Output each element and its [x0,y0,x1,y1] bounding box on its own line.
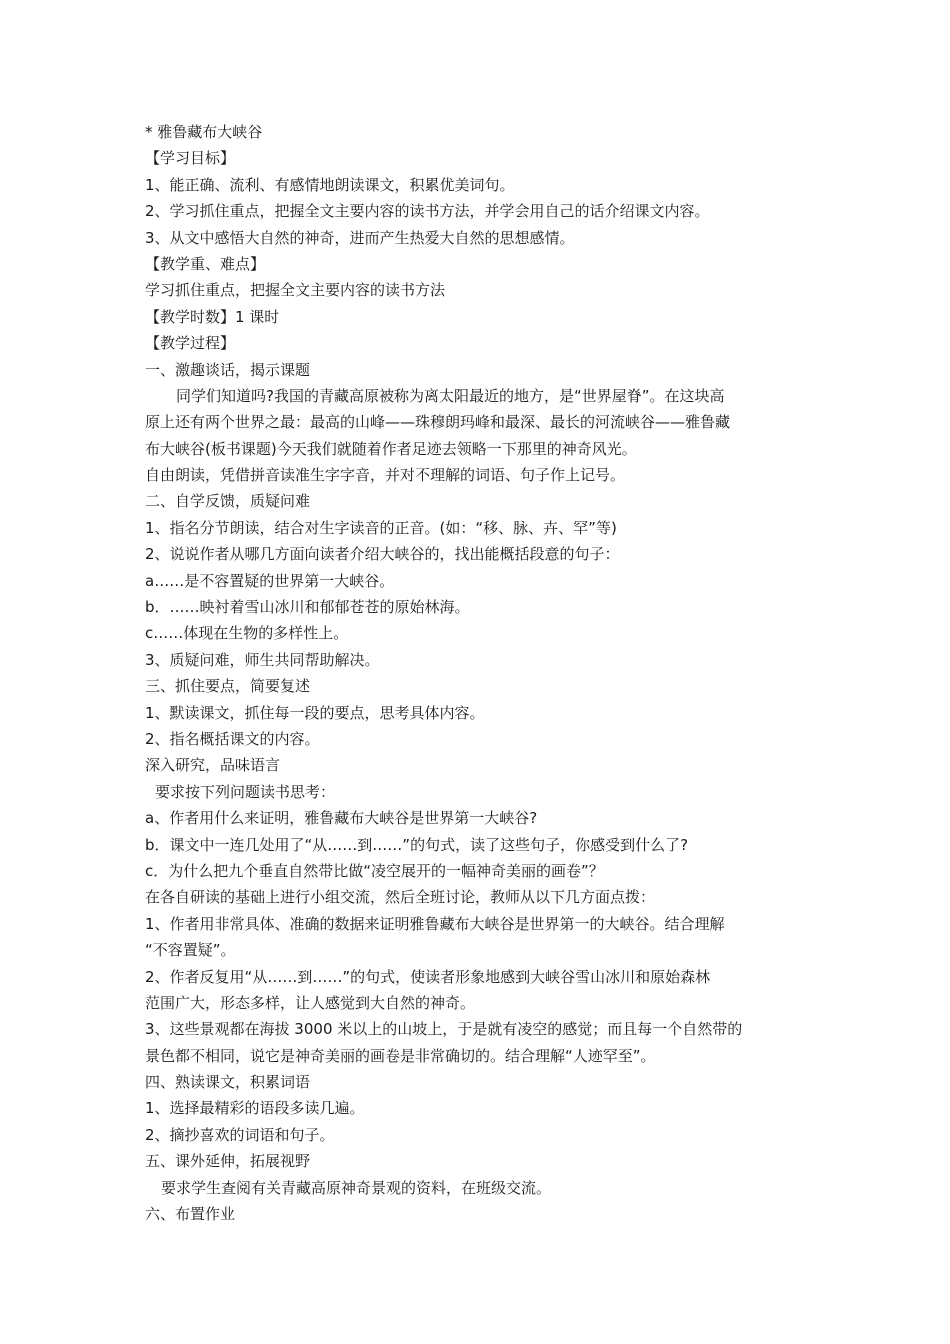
list-item: 2、摘抄喜欢的词语和句子。 [145,1125,335,1144]
question-item: c．为什么把九个垂直自然带比做“凌空展开的一幅神奇美丽的画卷”？ [145,861,604,880]
document-page [145,119,805,1227]
list-item: 2、说说作者从哪几方面向读者介绍大峡谷的，找出能概括段意的句子： [145,545,620,564]
list-item: 1、作者用非常具体、准确的数据来证明雅鲁藏布大峡谷是世界第一的大峡谷。结合理解 [145,914,725,933]
subheading: 深入研究，品味语言 [145,756,281,775]
key-points-text: 学习抓住重点，把握全文主要内容的读书方法 [145,281,446,300]
section-heading-goals: 【学习目标】 [145,149,236,168]
list-item-continuation: 景色都不相同，说它是神奇美丽的画卷是非常确切的。结合理解“人迹罕至”。 [145,1046,656,1065]
paragraph-line: 自由朗读，凭借拼音读准生字字音，并对不理解的词语、句子作上记号。 [145,466,626,485]
list-item: 3、质疑问难，师生共同帮助解决。 [145,650,380,669]
step-heading-4: 四、熟读课文，积累词语 [145,1073,311,1092]
paragraph-line: 布大峡谷(板书课题)今天我们就随着作者足迹去领略一下那里的神奇风光。 [145,439,637,458]
paragraph-line: 同学们知道吗?我国的青藏高原被称为离太阳最近的地方，是“世界屋脊”。在这块高 [176,386,725,405]
list-item-continuation: “不容置疑”。 [145,941,236,960]
section-heading-key-points: 【教学重、难点】 [145,254,266,273]
list-item: 1、默读课文，抓住每一段的要点，思考具体内容。 [145,703,485,722]
list-item: c……体现在生物的多样性上。 [145,624,349,643]
step-heading-2: 二、自学反馈，质疑问难 [145,492,311,511]
list-item: 2、指名概括课文的内容。 [145,729,320,748]
lesson-title: * 雅鲁藏布大峡谷 [145,123,263,141]
section-heading-hours: 【教学时数】1 课时 [145,307,280,326]
step-heading-3: 三、抓住要点，简要复述 [145,677,311,696]
list-item-continuation: 范围广大，形态多样，让人感觉到大自然的神奇。 [145,993,476,1012]
step-heading-6: 六、布置作业 [145,1205,236,1224]
list-item: a……是不容置疑的世界第一大峡谷。 [145,571,395,590]
list-item: b．……映衬着雪山冰川和郁郁苍苍的原始林海。 [145,598,470,617]
step-heading-1: 一、激趣谈话，揭示课题 [145,360,311,379]
goal-item: 1、能正确、流利、有感情地朗读课文，积累优美词句。 [145,175,515,194]
list-item: 2、作者反复用“从……到……”的句式，使读者形象地感到大峡谷雪山冰川和原始森林 [145,967,711,986]
paragraph-line: 要求学生查阅有关青藏高原神奇景观的资料，在班级交流。 [161,1178,552,1197]
paragraph-line: 在各自研读的基础上进行小组交流，然后全班讨论，教师从以下几方面点拨： [145,888,656,907]
goal-item: 3、从文中感悟大自然的神奇，进而产生热爱大自然的思想感情。 [145,228,575,247]
paragraph-line: 要求按下列问题读书思考： [155,782,336,801]
goal-item: 2、学习抓住重点，把握全文主要内容的读书方法，并学会用自己的话介绍课文内容。 [145,202,710,221]
question-item: b．课文中一连几处用了“从……到……”的句式，读了这些句子，你感受到什么了? [145,835,689,854]
section-heading-process: 【教学过程】 [145,334,236,353]
question-item: a、作者用什么来证明，雅鲁藏布大峡谷是世界第一大峡谷? [145,809,538,828]
list-item: 1、选择最精彩的语段多读几遍。 [145,1099,365,1118]
paragraph-line: 原上还有两个世界之最：最高的山峰——珠穆朗玛峰和最深、最长的河流峡谷——雅鲁藏 [145,413,731,432]
step-heading-5: 五、课外延伸，拓展视野 [145,1152,311,1171]
list-item: 3、这些景观都在海拔 3000 米以上的山坡上，于是就有凌空的感觉；而且每一个自然带的 [145,1020,743,1039]
list-item: 1、指名分节朗读，结合对生字读音的正音。(如：“移、脉、卉、罕”等) [145,518,617,537]
